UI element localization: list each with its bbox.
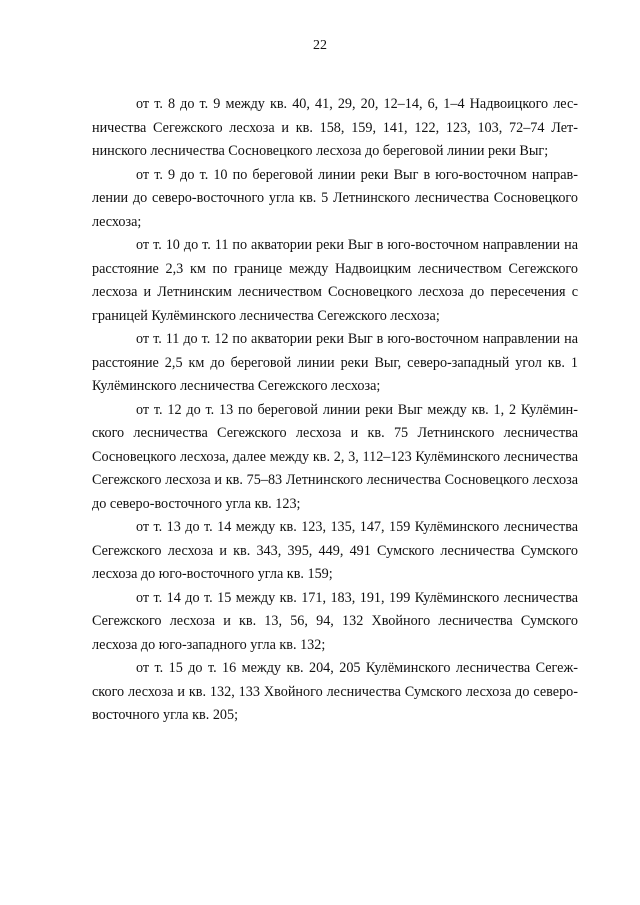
paragraph: от т. 12 до т. 13 по береговой линии реки Выг между кв. 1, 2 Кулёминского лесничества Сегежского лесхоза и кв. 75 Летнинского лесничества Сосновецкого лесхоза, далее между кв. 2, 3, 112–123 Кулёминского лесничества Сегежского лесхоза и кв. 75–83 Летнинского лесничества Сосновецкого лесхоза до северо-восточного угла кв. 123; [92,401,578,512]
paragraph: от т. 10 до т. 11 по акватории реки Выг в юго-восточном направлении на расстояние 2,3 км по границе между Надвоицким лесничеством Сегежского лесхоза и Летнинским лесничеством Сосновецкого лесхоза до пересечения с границей Кулёминского лесничества Сегежского лесхоза; [92,237,578,324]
document-body [92,93,578,728]
paragraph: от т. 11 до т. 12 по акватории реки Выг в юго-восточном направлении на расстояние 2,5 км до береговой линии реки Выг, северо-западный угол кв. 1 Кулёминского лесничества Сегежского лесхоза; [92,331,578,394]
page-number: 22 [313,38,327,53]
paragraph: от т. 9 до т. 10 по береговой линии реки Выг в юго-восточном направлении до северо-восточного угла кв. 5 Летнинского лесничества Сосновецкого лесхоза; [92,166,578,230]
paragraph: от т. 13 до т. 14 между кв. 123, 135, 147, 159 Кулёминского лесничества Сегежского лесхоза и кв. 343, 395, 449, 491 Сумского лесничества Сумского лесхоза до юго-восточного угла кв. 159; [92,519,578,582]
paragraph: от т. 8 до т. 9 между кв. 40, 41, 29, 20, 12–14, 6, 1–4 Надвоицкого лесничества Сегежского лесхоза и кв. 158, 159, 141, 122, 123, 103, 72–74 Летнинского лесничества Сосновецкого лесхоза до береговой линии реки Выг; [92,96,578,159]
paragraph: от т. 14 до т. 15 между кв. 171, 183, 191, 199 Кулёминского лесничества Сегежского лесхоза и кв. 13, 56, 94, 132 Хвойного лесничества Сумского лесхоза до юго-западного угла кв. 132; [92,589,578,653]
paragraph: от т. 15 до т. 16 между кв. 204, 205 Кулёминского лесничества Сегежского лесхоза и кв. 132, 133 Хвойного лесничества Сумского лесхоза до северо-восточного угла кв. 205; [92,660,578,723]
